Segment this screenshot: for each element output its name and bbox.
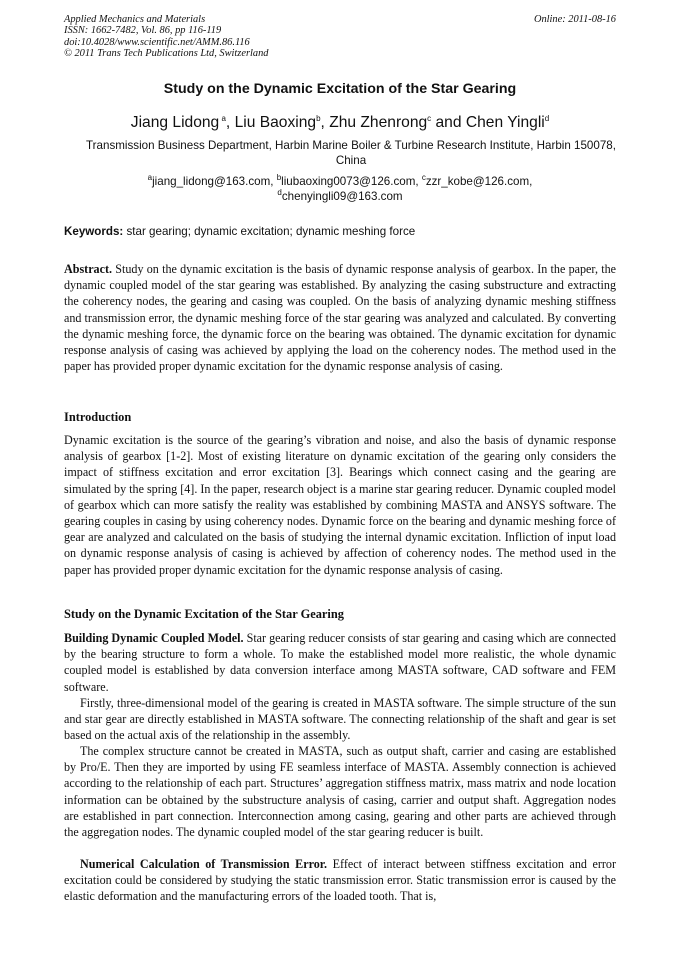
journal-header — [64, 14, 616, 60]
paragraph-text: Star gearing reducer consists of star gearing and casing which are connected by the bearing structure to form a whole. To make the established model more realistic, the whole dynamic coupled model is established by data conversion interface among MASTA software, CAD software and FEM software. — [64, 631, 616, 694]
keywords-label: Keywords: — [64, 225, 124, 238]
email-mark: a — [147, 173, 153, 183]
author-separator: and — [431, 114, 466, 131]
author-affil-mark: c — [427, 113, 432, 123]
author-name: Chen Yingli — [465, 114, 545, 131]
section-paragraph-3: The complex structure cannot be created in MASTA, such as output shaft, carrier and casing are established by Pro/E. Then they are imported by using FE seamless interface of MASTA. Assembly connection is achieved according to the relationship of each part. Structures’ aggregation stiffness matrix, mass matrix and node location information can be obtained by the substructure analysis of casing, carrier and output shaft. Aggregation nodes are established in part connection. Interconnection among casing, gearing and other parts are achieved through the aggregation nodes. The dynamic coupled model of the star gearing reducer is built. — [64, 744, 616, 840]
section-paragraph-2: Firstly, three-dimensional model of the gearing is created in MASTA software. The simple structure of the sun and star gear are directly established in MASTA software. The connecting relationship of the shaft and gear is set based on the actual axis of the relationship in the assembly. — [64, 696, 616, 743]
abstract — [64, 261, 616, 374]
keywords — [64, 225, 616, 238]
email-mark: c — [421, 173, 426, 183]
introduction-paragraph: Dynamic excitation is the source of the gearing’s vibration and noise, and also the basis of dynamic response analysis of gearbox [1-2]. Most of existing literature on dynamic excitation of the gearing only considers the impact of stiffness excitation and error excitation [3]. Bearings which connect casing and the gearing are simulated by the spring [4]. In the paper, research object is a marine star gearing reducer. Dynamic coupled model of gearbox which can more satisfy the reality was established by combining MASTA and ANSYS software. The gearing couples in casing by using coherency nodes. Dynamic force on the bearing and dynamic meshing force of gear are analyzed and calculated on the basis of studying the internal dynamic excitation. Infliction of input load on dynamic response analysis of casing is achieved by affection of coherency nodes. The method used in the paper has provided proper dynamic excitation for the dynamic response analysis of casing. — [64, 433, 616, 577]
subsection-label: Building Dynamic Coupled Model. — [64, 631, 244, 645]
abstract-label: Abstract. — [64, 262, 113, 276]
email-address: chenyingli09@163.com — [281, 189, 403, 203]
email-address: liubaoxing0073@126.com, — [281, 175, 422, 188]
author-separator: , — [320, 114, 330, 131]
email-list — [64, 175, 616, 204]
introduction-heading: Introduction — [64, 410, 132, 424]
journal-name: Applied Mechanics and Materials — [64, 14, 206, 25]
email-address: zzr_kobe@126.com, — [425, 175, 533, 188]
email-address: jiang_lidong@163.com, — [152, 175, 277, 188]
author-affil-mark: a — [219, 113, 226, 123]
subsection-label: Numerical Calculation of Transmission Error. — [80, 857, 328, 871]
online-date: Online: 2011-08-16 — [533, 14, 616, 25]
author-name: Jiang Lidong — [130, 114, 220, 131]
email-mark: d — [277, 187, 282, 197]
paragraph-text: Effect of interact between stiffness excitation and error excitation could be considered by studying the static transmission error. Static transmission error is caused by the elastic deformation and the manufacturing errors of the loaded tooth. That is, — [64, 857, 616, 904]
journal-issn: ISSN: 1662-7482, Vol. 86, pp 116-119 — [64, 25, 222, 37]
journal-doi: doi:10.4028/www.scientific.net/AMM.86.116 — [64, 36, 250, 48]
author-name: Liu Baoxing — [234, 114, 317, 131]
section-paragraph-1 — [64, 630, 616, 695]
abstract-text: Study on the dynamic excitation is the basis of dynamic response analysis of gearbox. In the paper, the dynamic coupled model of the star gearing was established. By analyzing the casing substructure and extracting the coherency nodes, the gearing and casing was coupled. On the basis of analyzing dynamic meshing stiffness and transmission error, the dynamic meshing force of the star gearing was analyzed and calculated. By converting the dynamic meshing force, the dynamic force on the bearing was obtained. The dynamic excitation for dynamic response analysis of casing was achieved by applying the load on the coherency nodes. The method used in the paper has provided proper dynamic excitation for the dynamic response analysis of casing. — [64, 262, 616, 374]
section-heading: Study on the Dynamic Excitation of the Star Gearing — [64, 607, 344, 621]
section-paragraph-4 — [64, 856, 616, 905]
journal-copyright: © 2011 Trans Tech Publications Ltd, Switzerland — [64, 48, 269, 60]
author-affil-mark: d — [544, 113, 550, 123]
author-list — [64, 114, 616, 132]
email-mark: b — [276, 173, 282, 183]
affiliation: Transmission Business Department, Harbin Marine Boiler & Turbine Research Institute, Harbin 150078, China — [86, 139, 616, 167]
keywords-text: star gearing; dynamic excitation; dynamic meshing force — [123, 225, 416, 238]
author-separator: , — [225, 114, 235, 131]
author-name: Zhu Zhenrong — [329, 114, 428, 131]
author-affil-mark: b — [316, 113, 321, 123]
paper-title: Study on the Dynamic Excitation of the Star Gearing — [163, 81, 517, 97]
